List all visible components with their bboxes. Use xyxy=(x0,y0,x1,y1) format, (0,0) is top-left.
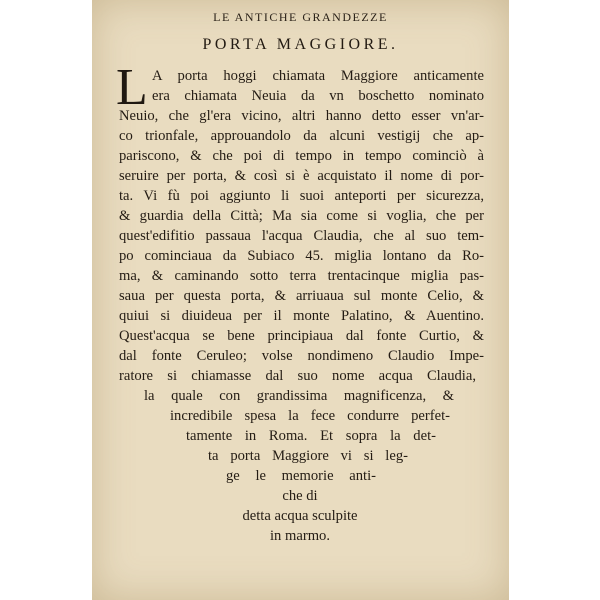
text-line: in marmo. xyxy=(270,528,330,544)
text-line: quiui si diuideua per il monte Palatino, & Auentino. xyxy=(119,308,484,324)
text-line: A porta hoggi chiamata Maggiore anticamente xyxy=(152,68,484,84)
text-line: co trionfale, approuandolo da alcuni vestigij che ap- xyxy=(119,128,484,144)
text-line: era chiamata Neuia da vn boschetto nominato xyxy=(152,88,484,104)
text-line: ta. Vi fù poi aggiunto li suoi anteporti per sicurezza, xyxy=(119,188,484,204)
text-line: & guardia della Città; Ma sia come si voglia, che per xyxy=(119,208,484,224)
page-title: PORTA MAGGIORE. xyxy=(202,36,399,53)
text-line: pariscono, & che poi di tempo in tempo cominciò à xyxy=(119,148,484,164)
text-line: quest'edifitio passaua l'acqua Claudia, che al suo tem- xyxy=(119,228,484,244)
running-head: LE ANTICHE GRANDEZZE xyxy=(213,10,388,24)
text-line: seruire per porta, & così si è acquistato il nome di por- xyxy=(119,168,484,184)
text-line: che di xyxy=(282,488,318,504)
text-line: saua per questa porta, & arriuaua sul monte Celio, & xyxy=(119,288,484,304)
book-page xyxy=(92,0,509,600)
drop-cap: L xyxy=(116,59,148,116)
text-line: tamente in Roma. Et sopra la det- xyxy=(186,428,436,444)
text-line: detta acqua sculpite xyxy=(242,508,358,524)
text-line: ge le memorie anti- xyxy=(226,468,376,484)
text-line: incredibile spesa la fece condurre perfet- xyxy=(170,408,450,424)
text-line: la quale con grandissima magnificenza, & xyxy=(144,388,454,404)
text-line: ta porta Maggiore vi si leg- xyxy=(208,448,408,464)
text-line: dal fonte Ceruleo; volse nondimeno Claudio Impe- xyxy=(119,348,484,364)
text-line: Neuio, che gl'era vicino, altri hanno detto esser vn'ar- xyxy=(119,108,484,124)
text-line: Quest'acqua se bene principiaua dal fonte Curtio, & xyxy=(119,328,484,344)
text-line: ratore si chiamasse dal suo nome acqua Claudia, xyxy=(119,368,476,384)
text-line: ma, & caminando sotto terra trentacinque miglia pas- xyxy=(119,268,484,284)
text-line: po cominciaua da Subiaco 45. miglia lontano da Ro- xyxy=(119,248,484,264)
